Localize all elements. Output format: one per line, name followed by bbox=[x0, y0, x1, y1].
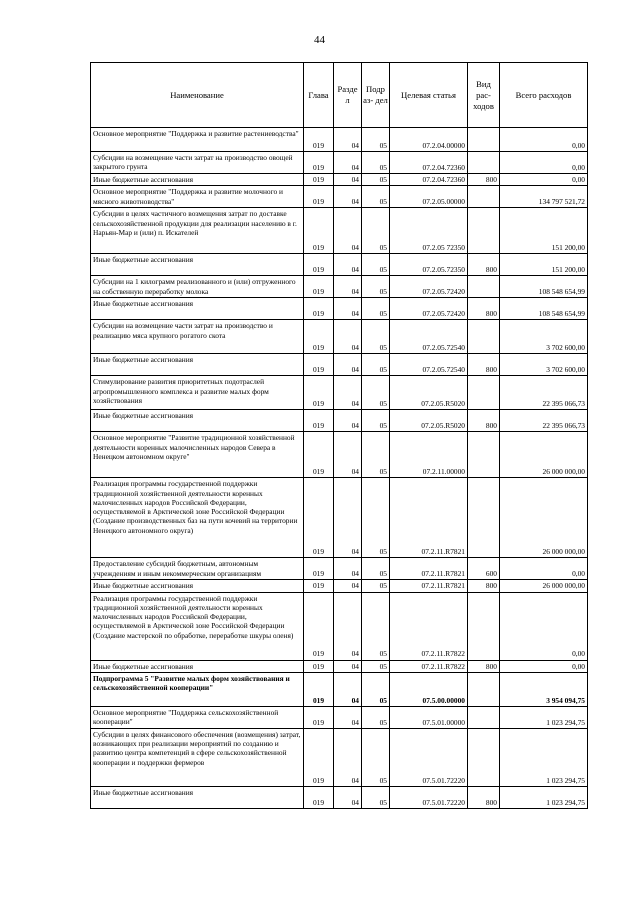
table-row bbox=[91, 660, 588, 672]
table-row bbox=[91, 410, 588, 432]
cell-glava: 019 bbox=[304, 152, 334, 174]
table-row bbox=[91, 254, 588, 276]
cell-podrazdel: 05 bbox=[362, 298, 390, 320]
cell-podrazdel: 05 bbox=[362, 128, 390, 152]
header-podrazdel: Подр аз- дел bbox=[362, 63, 390, 128]
cell-razdel: 04 bbox=[334, 728, 362, 786]
cell-vid: 800 bbox=[468, 580, 500, 592]
cell-total: 1 023 294,75 bbox=[500, 706, 588, 728]
cell-vid bbox=[468, 320, 500, 354]
cell-celevaya: 07.2.11.R7821 bbox=[390, 478, 468, 558]
cell-name: Субсидии в целях финансового обеспечения (возмещения) затрат, возникающих при реализации мероприятий по созданию и развитию центра компетенций в сфере сельскохозяйственной кооперации и поддержки фермеров bbox=[91, 728, 304, 786]
cell-glava: 019 bbox=[304, 672, 334, 706]
cell-glava: 019 bbox=[304, 276, 334, 298]
cell-total: 26 000 000,00 bbox=[500, 478, 588, 558]
cell-celevaya: 07.2.05.R5020 bbox=[390, 410, 468, 432]
cell-razdel: 04 bbox=[334, 376, 362, 410]
cell-name: Субсидии на возмещение части затрат на производство овощей закрытого грунта bbox=[91, 152, 304, 174]
cell-podrazdel: 05 bbox=[362, 580, 390, 592]
cell-razdel: 04 bbox=[334, 128, 362, 152]
table-row bbox=[91, 478, 588, 558]
cell-podrazdel: 05 bbox=[362, 592, 390, 660]
cell-vid: 600 bbox=[468, 558, 500, 580]
cell-razdel: 04 bbox=[334, 152, 362, 174]
cell-total: 26 000 000,00 bbox=[500, 580, 588, 592]
cell-razdel: 04 bbox=[334, 354, 362, 376]
cell-name: Иные бюджетные ассигнования bbox=[91, 354, 304, 376]
header-glava: Глава bbox=[304, 63, 334, 128]
table-row bbox=[91, 706, 588, 728]
cell-name: Иные бюджетные ассигнования bbox=[91, 254, 304, 276]
table-row bbox=[91, 208, 588, 254]
table-row bbox=[91, 432, 588, 478]
expenditure-table bbox=[90, 62, 588, 809]
cell-total: 0,00 bbox=[500, 152, 588, 174]
cell-razdel: 04 bbox=[334, 254, 362, 276]
cell-celevaya: 07.5.01.72220 bbox=[390, 728, 468, 786]
table-row bbox=[91, 592, 588, 660]
cell-podrazdel: 05 bbox=[362, 208, 390, 254]
cell-glava: 019 bbox=[304, 186, 334, 208]
cell-name: Иные бюджетные ассигнования bbox=[91, 298, 304, 320]
cell-vid bbox=[468, 276, 500, 298]
cell-vid: 800 bbox=[468, 354, 500, 376]
table-body bbox=[91, 128, 588, 809]
cell-celevaya: 07.5.01.72220 bbox=[390, 786, 468, 808]
cell-glava: 019 bbox=[304, 728, 334, 786]
cell-podrazdel: 05 bbox=[362, 276, 390, 298]
cell-name: Предоставление субсидий бюджетным, автономным учреждениям и иным некоммерческим организациям bbox=[91, 558, 304, 580]
cell-razdel: 04 bbox=[334, 186, 362, 208]
cell-razdel: 04 bbox=[334, 208, 362, 254]
cell-vid bbox=[468, 592, 500, 660]
cell-glava: 019 bbox=[304, 580, 334, 592]
table-row bbox=[91, 786, 588, 808]
cell-glava: 019 bbox=[304, 254, 334, 276]
table-row bbox=[91, 174, 588, 186]
cell-celevaya: 07.2.11.R7822 bbox=[390, 592, 468, 660]
cell-name: Реализация программы государственной поддержки традиционной хозяйственной деятельности коренных малочисленных народов Российской Федерации, осуществляемой в Арктической зоне Российской Федерации (Создание мастерской по обработке, переработке шкуры оленя) bbox=[91, 592, 304, 660]
cell-razdel: 04 bbox=[334, 276, 362, 298]
cell-glava: 019 bbox=[304, 320, 334, 354]
cell-total: 3 702 600,00 bbox=[500, 354, 588, 376]
cell-razdel: 04 bbox=[334, 320, 362, 354]
cell-vid bbox=[468, 376, 500, 410]
cell-podrazdel: 05 bbox=[362, 728, 390, 786]
table-row bbox=[91, 580, 588, 592]
cell-vid bbox=[468, 478, 500, 558]
cell-celevaya: 07.2.04.72360 bbox=[390, 152, 468, 174]
cell-glava: 019 bbox=[304, 128, 334, 152]
cell-razdel: 04 bbox=[334, 478, 362, 558]
cell-glava: 019 bbox=[304, 354, 334, 376]
cell-name: Подпрограмма 5 "Развитие малых форм хозяйствования и сельскохозяйственной кооперации" bbox=[91, 672, 304, 706]
cell-vid bbox=[468, 728, 500, 786]
cell-name: Основное мероприятие "Поддержка сельскохозяйственной кооперации" bbox=[91, 706, 304, 728]
cell-total: 134 797 521,72 bbox=[500, 186, 588, 208]
cell-total: 0,00 bbox=[500, 128, 588, 152]
cell-total: 26 000 000,00 bbox=[500, 432, 588, 478]
table-row bbox=[91, 298, 588, 320]
cell-vid: 800 bbox=[468, 410, 500, 432]
table-row bbox=[91, 152, 588, 174]
cell-podrazdel: 05 bbox=[362, 672, 390, 706]
cell-vid bbox=[468, 128, 500, 152]
cell-razdel: 04 bbox=[334, 410, 362, 432]
cell-podrazdel: 05 bbox=[362, 660, 390, 672]
cell-razdel: 04 bbox=[334, 580, 362, 592]
cell-total: 151 200,00 bbox=[500, 208, 588, 254]
cell-celevaya: 07.2.05.72420 bbox=[390, 276, 468, 298]
cell-razdel: 04 bbox=[334, 672, 362, 706]
cell-podrazdel: 05 bbox=[362, 254, 390, 276]
cell-total: 108 548 654,99 bbox=[500, 298, 588, 320]
cell-glava: 019 bbox=[304, 174, 334, 186]
cell-celevaya: 07.2.11.R7821 bbox=[390, 558, 468, 580]
cell-total: 3 702 600,00 bbox=[500, 320, 588, 354]
header-celevaya: Целевая статья bbox=[390, 63, 468, 128]
cell-podrazdel: 05 bbox=[362, 410, 390, 432]
cell-celevaya: 07.2.11.00000 bbox=[390, 432, 468, 478]
cell-podrazdel: 05 bbox=[362, 432, 390, 478]
cell-vid bbox=[468, 672, 500, 706]
cell-celevaya: 07.5.01.00000 bbox=[390, 706, 468, 728]
cell-name: Иные бюджетные ассигнования bbox=[91, 786, 304, 808]
cell-celevaya: 07.2.05.72350 bbox=[390, 254, 468, 276]
cell-celevaya: 07.2.05.R5020 bbox=[390, 376, 468, 410]
cell-razdel: 04 bbox=[334, 432, 362, 478]
cell-razdel: 04 bbox=[334, 298, 362, 320]
table-row bbox=[91, 376, 588, 410]
cell-vid bbox=[468, 186, 500, 208]
cell-total: 0,00 bbox=[500, 558, 588, 580]
cell-celevaya: 07.2.05.72540 bbox=[390, 354, 468, 376]
cell-vid: 800 bbox=[468, 254, 500, 276]
cell-glava: 019 bbox=[304, 376, 334, 410]
table-row bbox=[91, 186, 588, 208]
cell-celevaya: 07.2.04.00000 bbox=[390, 128, 468, 152]
cell-glava: 019 bbox=[304, 558, 334, 580]
table-header-row bbox=[91, 63, 588, 128]
cell-glava: 019 bbox=[304, 478, 334, 558]
table-row bbox=[91, 672, 588, 706]
cell-vid bbox=[468, 208, 500, 254]
cell-podrazdel: 05 bbox=[362, 186, 390, 208]
cell-name: Реализация программы государственной поддержки традиционной хозяйственной деятельности коренных малочисленных народов Российской Федерации, осуществляемой в Арктической зоне Российской Федерации (Создание производственных баз на пути кочевий на территории Ненецкого автономного округа) bbox=[91, 478, 304, 558]
cell-total: 151 200,00 bbox=[500, 254, 588, 276]
cell-total: 22 395 066,73 bbox=[500, 410, 588, 432]
cell-razdel: 04 bbox=[334, 558, 362, 580]
cell-glava: 019 bbox=[304, 432, 334, 478]
cell-name: Иные бюджетные ассигнования bbox=[91, 174, 304, 186]
page-number: 44 bbox=[314, 34, 325, 46]
header-total: Всего расходов bbox=[500, 63, 588, 128]
table-row bbox=[91, 728, 588, 786]
cell-podrazdel: 05 bbox=[362, 320, 390, 354]
header-vid: Вид рас- ходов bbox=[468, 63, 500, 128]
cell-razdel: 04 bbox=[334, 706, 362, 728]
cell-razdel: 04 bbox=[334, 786, 362, 808]
cell-celevaya: 07.2.11.R7822 bbox=[390, 660, 468, 672]
cell-glava: 019 bbox=[304, 298, 334, 320]
cell-total: 1 023 294,75 bbox=[500, 728, 588, 786]
cell-razdel: 04 bbox=[334, 660, 362, 672]
cell-vid: 800 bbox=[468, 174, 500, 186]
cell-total: 1 023 294,75 bbox=[500, 786, 588, 808]
cell-podrazdel: 05 bbox=[362, 174, 390, 186]
cell-glava: 019 bbox=[304, 208, 334, 254]
cell-podrazdel: 05 bbox=[362, 786, 390, 808]
cell-name: Стимулирование развития приоритетных подотраслей агропромышленного комплекса и развитие малых форм хозяйствования bbox=[91, 376, 304, 410]
header-razdel: Разде л bbox=[334, 63, 362, 128]
cell-glava: 019 bbox=[304, 410, 334, 432]
cell-vid bbox=[468, 706, 500, 728]
cell-total: 22 395 066,73 bbox=[500, 376, 588, 410]
cell-total: 0,00 bbox=[500, 660, 588, 672]
cell-celevaya: 07.2.05.00000 bbox=[390, 186, 468, 208]
cell-vid: 800 bbox=[468, 660, 500, 672]
cell-glava: 019 bbox=[304, 660, 334, 672]
cell-vid bbox=[468, 152, 500, 174]
cell-total: 108 548 654,99 bbox=[500, 276, 588, 298]
cell-total: 0,00 bbox=[500, 174, 588, 186]
cell-name: Субсидии на возмещение части затрат на производство и реализацию мяса крупного рогатого скота bbox=[91, 320, 304, 354]
cell-name: Субсидии в целях частичного возмещения затрат по доставке сельскохозяйственной продукции для реализации населению в г. Нарьян-Мар и (или) п. Искателей bbox=[91, 208, 304, 254]
cell-name: Основное мероприятие "Развитие традиционной хозяйственной деятельности коренных малочисленных народов Севера в Ненецком автономном округе" bbox=[91, 432, 304, 478]
cell-name: Основное мероприятие "Поддержка и развитие молочного и мясного животноводства" bbox=[91, 186, 304, 208]
cell-glava: 019 bbox=[304, 592, 334, 660]
table-row bbox=[91, 558, 588, 580]
cell-name: Иные бюджетные ассигнования bbox=[91, 660, 304, 672]
cell-podrazdel: 05 bbox=[362, 376, 390, 410]
cell-podrazdel: 05 bbox=[362, 152, 390, 174]
cell-celevaya: 07.2.05 72350 bbox=[390, 208, 468, 254]
cell-razdel: 04 bbox=[334, 592, 362, 660]
cell-podrazdel: 05 bbox=[362, 354, 390, 376]
cell-vid: 800 bbox=[468, 786, 500, 808]
cell-name: Основное мероприятие "Поддержка и развитие растениеводства" bbox=[91, 128, 304, 152]
cell-total: 0,00 bbox=[500, 592, 588, 660]
cell-name: Субсидии на 1 килограмм реализованного и (или) отгруженного на собственную переработку молока bbox=[91, 276, 304, 298]
cell-podrazdel: 05 bbox=[362, 558, 390, 580]
table-row bbox=[91, 320, 588, 354]
cell-podrazdel: 05 bbox=[362, 706, 390, 728]
cell-glava: 019 bbox=[304, 786, 334, 808]
table-row bbox=[91, 276, 588, 298]
table-row bbox=[91, 128, 588, 152]
cell-name: Иные бюджетные ассигнования bbox=[91, 580, 304, 592]
cell-podrazdel: 05 bbox=[362, 478, 390, 558]
cell-celevaya: 07.2.04.72360 bbox=[390, 174, 468, 186]
cell-vid: 800 bbox=[468, 298, 500, 320]
table-row bbox=[91, 354, 588, 376]
cell-total: 3 954 094,75 bbox=[500, 672, 588, 706]
cell-celevaya: 07.2.11.R7821 bbox=[390, 580, 468, 592]
cell-razdel: 04 bbox=[334, 174, 362, 186]
cell-glava: 019 bbox=[304, 706, 334, 728]
cell-vid bbox=[468, 432, 500, 478]
cell-celevaya: 07.2.05.72540 bbox=[390, 320, 468, 354]
cell-celevaya: 07.5.00.00000 bbox=[390, 672, 468, 706]
cell-celevaya: 07.2.05.72420 bbox=[390, 298, 468, 320]
header-name: Наименование bbox=[91, 63, 304, 128]
cell-name: Иные бюджетные ассигнования bbox=[91, 410, 304, 432]
